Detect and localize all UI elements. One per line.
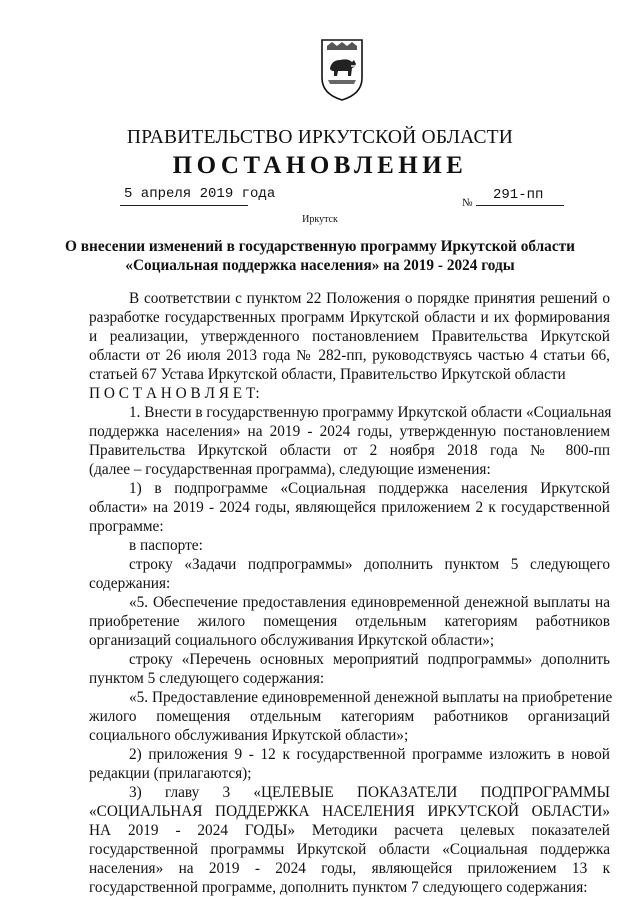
body-line: Правительства Иркутской области от 2 ноября 2018 года № 800-пп — [89, 442, 610, 459]
body-line: приобретение жилого помещения отдельным категориям работников — [89, 613, 610, 630]
body-line: организаций социального обслуживания Иркутской области»; — [89, 632, 495, 649]
government-title: ПРАВИТЕЛЬСТВО ИРКУТСКОЙ ОБЛАСТИ — [126, 127, 514, 148]
body-line: редакции (прилагаются); — [89, 765, 252, 782]
body-line: «5. Предоставление единовременной денежной выплаты на приобретение — [129, 689, 613, 706]
body-line: 2) приложения 9 - 12 к государственной программе изложить в новой — [129, 746, 610, 763]
body-line: разработке государственных программ Иркутской области и их формирования — [89, 309, 610, 326]
body-line: государственной программе, дополнить пунктом 7 следующего содержания: — [89, 879, 588, 896]
body-line: строку «Перечень основных мероприятий подпрограммы» дополнить — [129, 651, 610, 668]
body-line: 1. Внести в государственную программу Иркутской области «Социальная — [129, 404, 612, 421]
body-line: 3) главу 3 «ЦЕЛЕВЫЕ ПОКАЗАТЕЛИ ПОДПРОГРАММЫ — [129, 784, 610, 801]
body-line: строку «Задачи подпрограммы» дополнить пунктом 5 следующего — [129, 556, 610, 573]
heading-line: О внесении изменений в государственную программу Иркутской области — [65, 238, 575, 255]
body-line: населения» на 2019 - 2024 годы, являющейся приложением 13 к — [89, 860, 610, 877]
resolves-word: П О С Т А Н О В Л Я Е Т: — [89, 385, 260, 402]
body-line: В соответствии с пунктом 22 Положения о порядке принятия решений о — [129, 290, 610, 307]
body-line: программе: — [89, 518, 164, 535]
body-line: государственной программы Иркутской области «Социальная поддержка — [89, 841, 610, 858]
number-sign: № — [462, 197, 473, 209]
date-underline — [120, 205, 248, 206]
body-line: области» на 2019 - 2024 годы, являющейся приложением 2 к государственной — [89, 499, 610, 516]
irkutsk-emblem-icon — [318, 38, 366, 102]
body-line: поддержка населения» на 2019 - 2024 годы, утвержденную постановлением — [89, 423, 610, 440]
document-number: 291-пп — [493, 187, 544, 203]
body-line: социального обслуживания Иркутской области»; — [89, 727, 409, 744]
body-line: «СОЦИАЛЬНАЯ ПОДДЕРЖКА НАСЕЛЕНИЯ ИРКУТСКОЙ ОБЛАСТИ» — [89, 803, 610, 820]
body-line: содержания: — [89, 575, 171, 592]
body-line: статьей 67 Устава Иркутской области, Правительство Иркутской области — [89, 366, 566, 383]
number-underline — [476, 205, 564, 206]
body-line: НА 2019 - 2024 ГОДЫ» Методики расчета целевых показателей — [89, 822, 610, 839]
document-type: ПОСТАНОВЛЕНИЕ — [172, 152, 468, 179]
body-line: (далее – государственная программа), следующие изменения: — [89, 461, 491, 478]
body-line: жилого помещения отдельным категориям работников организаций — [89, 708, 610, 725]
city-label: Иркутск — [302, 214, 338, 225]
body-line: области от 26 июля 2013 года № 282-пп, руководствуясь частью 4 статьи 66, — [89, 347, 610, 364]
document-heading — [60, 237, 580, 275]
document-date: 5 апреля 2019 года — [124, 186, 276, 202]
body-line: и реализации, утвержденного постановлением Правительства Иркутской — [89, 328, 610, 345]
body-line: в паспорте: — [129, 537, 203, 554]
heading-line: «Социальная поддержка населения» на 2019 - 2024 годы — [125, 257, 515, 274]
body-line: 1) в подпрограмме «Социальная поддержка населения Иркутской — [129, 480, 610, 497]
body-line: пунктом 5 следующего содержания: — [89, 670, 325, 687]
body-line: «5. Обеспечение предоставления единовременной денежной выплаты на — [129, 594, 610, 611]
